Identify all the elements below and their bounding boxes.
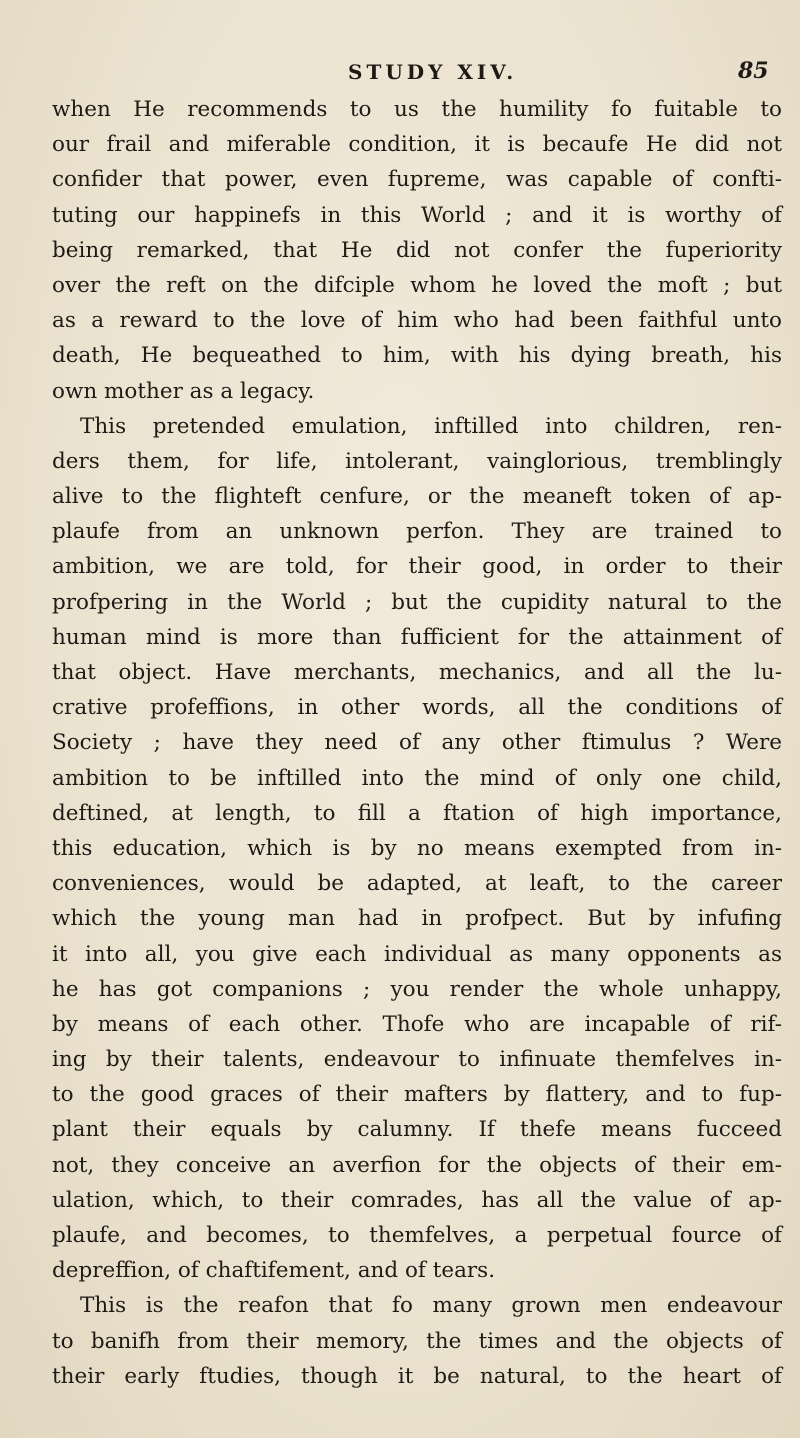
- text-line: death, He bequeathed to him, with his dying breath, his: [52, 343, 782, 369]
- text-line: Society ; have they need of any other ftimulus ? Were: [52, 730, 782, 756]
- text-line: confider that power, even fupreme, was capable of confti-: [52, 167, 782, 193]
- text-line: plaufe, and becomes, to themfelves, a perpetual fource of: [52, 1223, 782, 1248]
- text-line: not, they conceive an averfion for the objects of their em-: [52, 1152, 782, 1178]
- text-line: This pretended emulation, inftilled into children, ren-: [80, 413, 782, 439]
- text-line: depreffion, of chaftifement, and of tears.: [52, 1258, 496, 1284]
- text-line: this education, which is by no means exempted from in-: [52, 835, 782, 861]
- text-line: that object. Have merchants, mechanics, and all the lu-: [52, 660, 782, 685]
- text-line: our frail and miferable condition, it is becaufe He did not: [52, 132, 782, 158]
- running-title: STUDY XIV.: [348, 60, 518, 84]
- text-line: ders them, for life, intolerant, vainglorious, tremblingly: [52, 448, 782, 474]
- text-line: This is the reafon that fo many grown men endeavour: [80, 1293, 782, 1319]
- text-line: plant their equals by calumny. If thefe means fucceed: [52, 1117, 782, 1143]
- text-line: being remarked, that He did not confer the fuperiority: [52, 237, 782, 263]
- text-line: as a reward to the love of him who had been faithful unto: [52, 308, 782, 334]
- text-line: own mother as a legacy.: [52, 378, 315, 404]
- text-line: conveniences, would be adapted, at leaft, to the career: [52, 871, 782, 897]
- text-line: which the young man had in profpect. But by infufing: [52, 906, 782, 932]
- text-line: deftined, at length, to fill a ftation of high importance,: [52, 800, 782, 826]
- text-line: to banifh from their memory, the times and the objects of: [52, 1328, 782, 1354]
- text-line: when He recommends to us the humility fo fuitable to: [52, 97, 782, 122]
- text-line: tuting our happinefs in this World ; and it is worthy of: [52, 202, 782, 228]
- text-line: their early ftudies, though it be natural, to the heart of: [52, 1363, 782, 1389]
- text-line: it into all, you give each individual as many opponents as: [52, 941, 782, 967]
- text-line: human mind is more than fufficient for the attainment of: [52, 624, 782, 650]
- text-line: profpering in the World ; but the cupidity natural to the: [52, 589, 782, 615]
- page-number: 85: [738, 58, 769, 84]
- text-line: he has got companions ; you render the whole unhappy,: [52, 976, 782, 1002]
- text-line: ulation, which, to their comrades, has all the value of ap-: [52, 1187, 782, 1213]
- text-line: over the reft on the difciple whom he loved the moft ; but: [52, 272, 782, 298]
- text-line: ing by their talents, endeavour to infinuate themfelves in-: [52, 1047, 782, 1073]
- text-line: plaufe from an unknown perfon. They are trained to: [52, 519, 782, 545]
- text-line: ambition, we are told, for their good, in order to their: [52, 554, 782, 580]
- body-text: [52, 92, 782, 1394]
- running-head: [0, 48, 800, 88]
- text-line: to the good graces of their mafters by flattery, and to fup-: [52, 1082, 782, 1108]
- text-line: ambition to be inftilled into the mind of only one child,: [52, 765, 782, 791]
- text-line: alive to the flighteft cenfure, or the meaneft token of ap-: [52, 484, 782, 510]
- text-line: by means of each other. Thofe who are incapable of rif-: [52, 1011, 782, 1037]
- text-line: crative profeffions, in other words, all the conditions of: [52, 695, 782, 721]
